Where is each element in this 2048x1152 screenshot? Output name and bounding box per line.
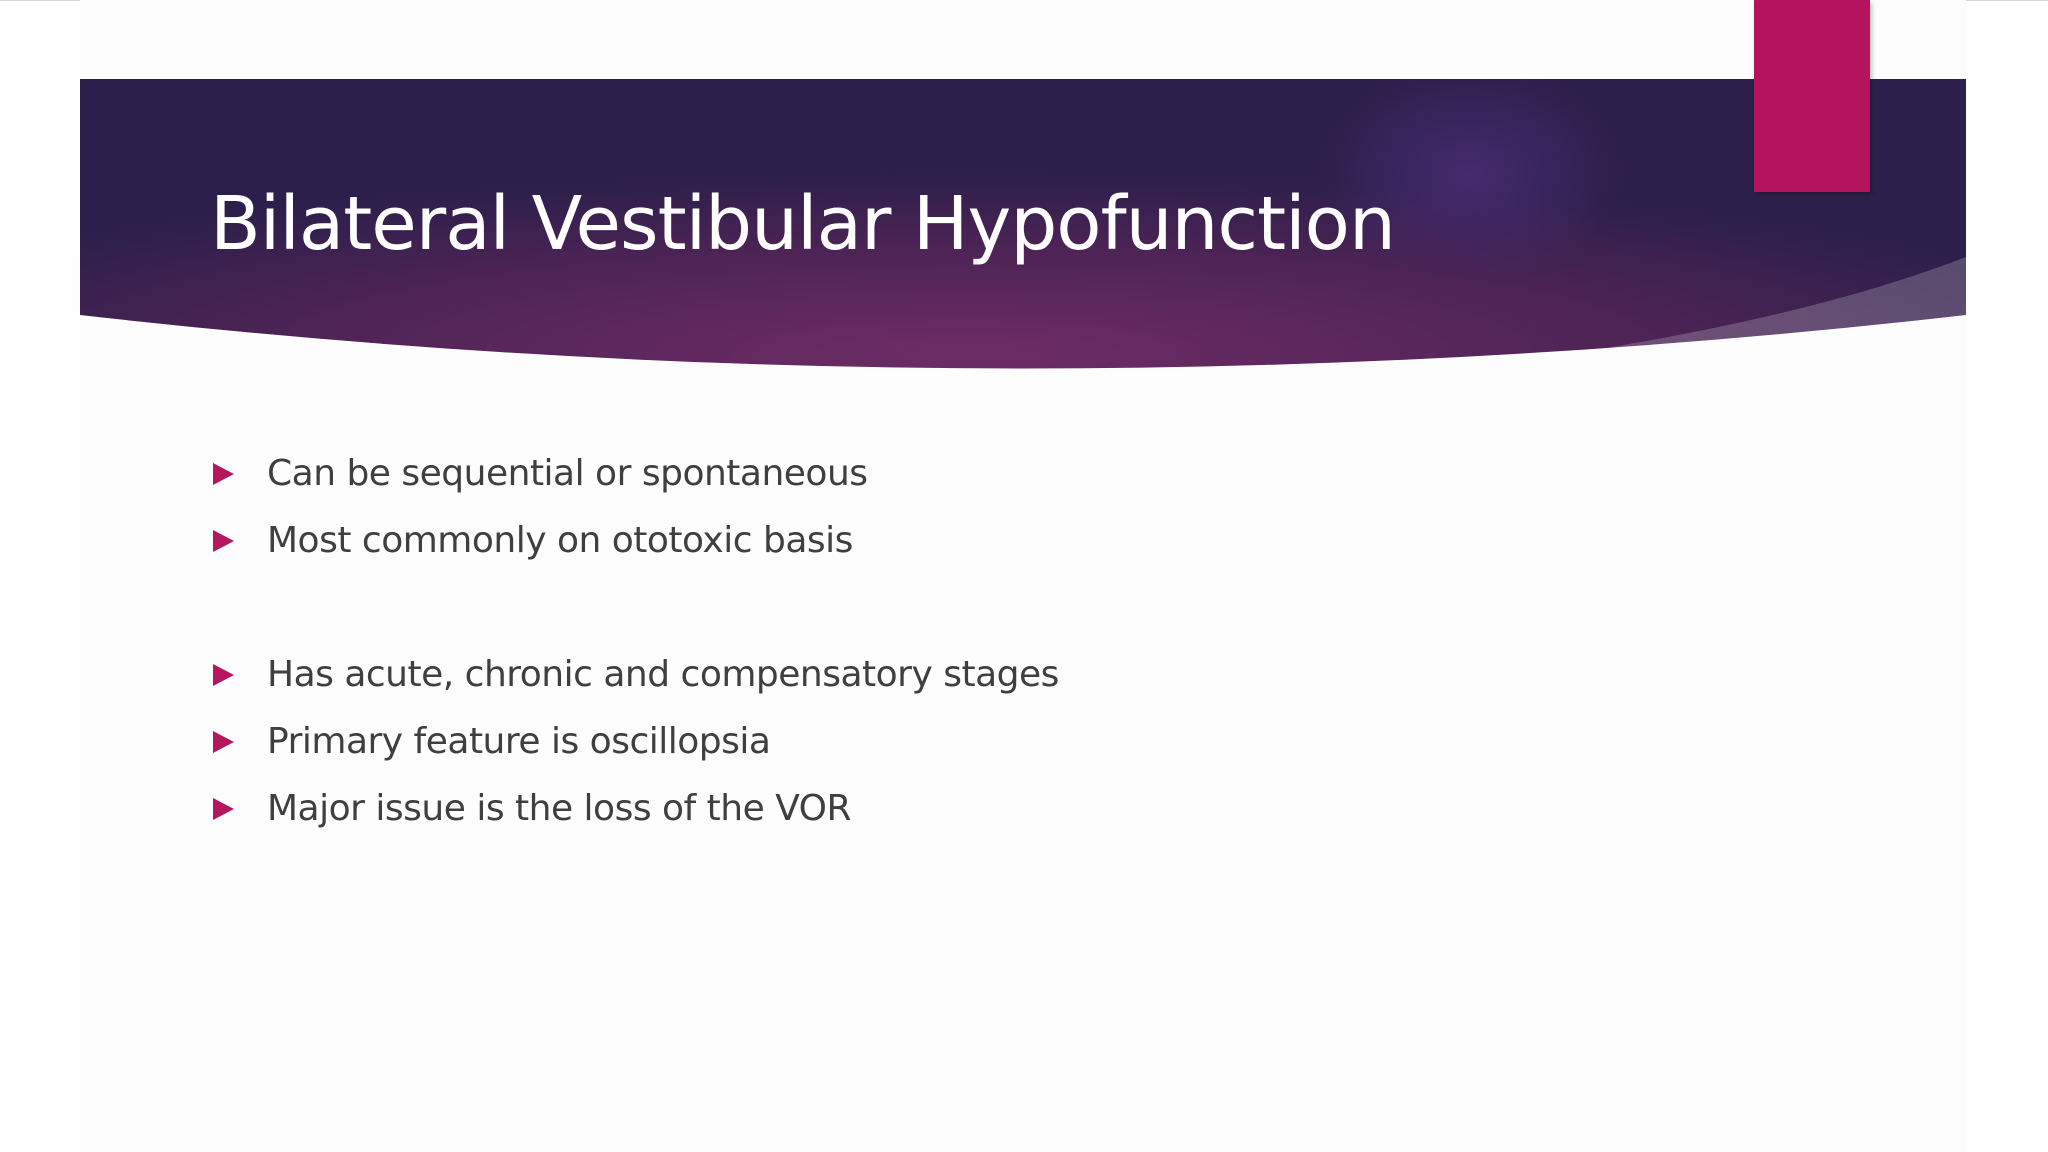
bullet-item: [210, 775, 1710, 842]
accent-bar: [1754, 0, 1870, 192]
bullet-spacer: [210, 574, 1710, 641]
bullet-text: Primary feature is oscillopsia: [267, 721, 771, 762]
bullet-item: [210, 440, 1710, 507]
triangle-bullet-icon: [213, 798, 234, 820]
bullet-item: [210, 641, 1710, 708]
bullet-text: Can be sequential or spontaneous: [267, 453, 868, 494]
bullet-text: Major issue is the loss of the VOR: [267, 788, 852, 829]
triangle-bullet-icon: [213, 530, 234, 552]
bullet-list: [210, 440, 1710, 842]
bullet-text: Most commonly on ototoxic basis: [267, 520, 853, 561]
triangle-bullet-icon: [213, 463, 234, 485]
bullet-item: [210, 708, 1710, 775]
bullet-item: [210, 507, 1710, 574]
triangle-bullet-icon: [213, 664, 234, 686]
bullet-text: Has acute, chronic and compensatory stages: [267, 654, 1059, 695]
slide-title: Bilateral Vestibular Hypofunction: [210, 181, 1395, 267]
triangle-bullet-icon: [213, 731, 234, 753]
